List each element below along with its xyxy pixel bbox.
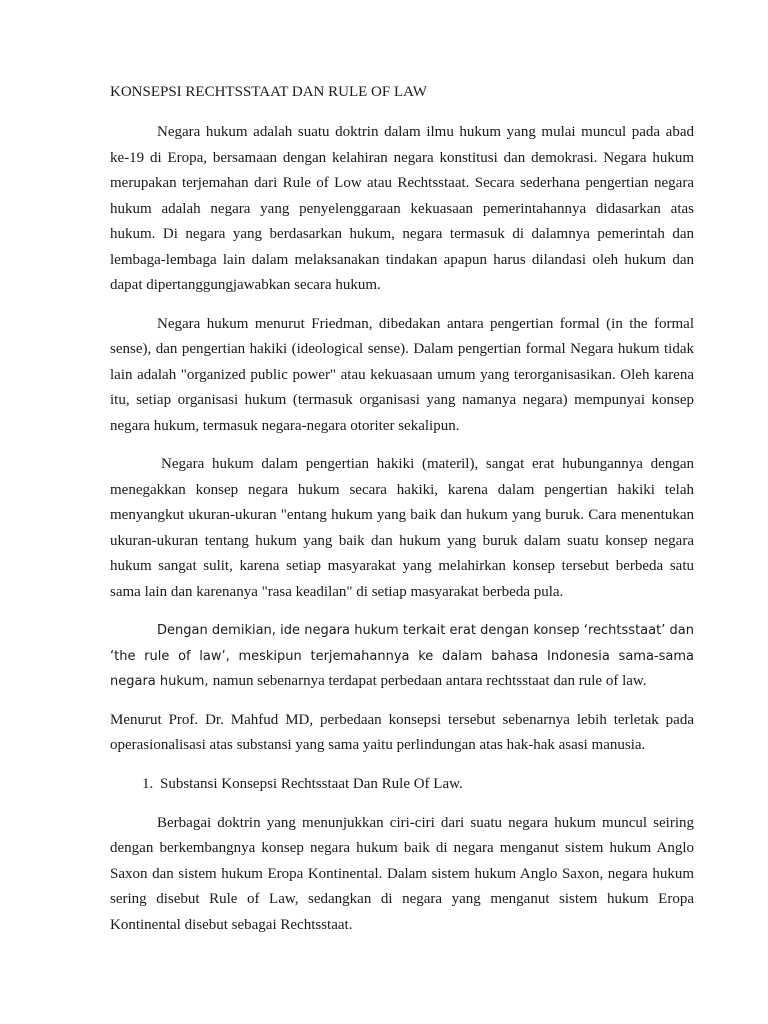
numbered-list bbox=[110, 772, 694, 797]
document-page bbox=[110, 82, 694, 938]
paragraph-4 bbox=[110, 618, 694, 695]
paragraph-2: Negara hukum menurut Friedman, dibedakan antara pengertian formal (in the formal sense), dan pengertian hakiki (ideological sense). Dalam pengertian formal Negara hukum tidak lain adalah "organized public power" atau kekuasaan umum yang terorganisasikan. Oleh karena itu, setiap organisasi hukum (termasuk organisasi yang namanya negara) mempunyai konsep negara hukum, termasuk negara-negara otoriter sekalipun. bbox=[110, 315, 694, 434]
paragraph-5: Menurut Prof. Dr. Mahfud MD, perbedaan konsepsi tersebut sebenarnya lebih terletak pada operasionalisasi atas substansi yang sama yaitu perlindungan atas hak-hak asasi manusia. bbox=[110, 711, 694, 753]
document-title: KONSEPSI RECHTSSTAAT DAN RULE OF LAW bbox=[110, 84, 427, 100]
paragraph-4-continuation: namun sebenarnya terdapat perbedaan antara rechtsstaat dan rule of law. bbox=[212, 673, 647, 689]
list-item: 1. Substansi Konsepsi Rechtsstaat Dan Rule Of Law. bbox=[157, 772, 694, 797]
paragraph-1: Negara hukum adalah suatu doktrin dalam ilmu hukum yang mulai muncul pada abad ke-19 di Eropa, bersamaan dengan kelahiran negara konstitusi dan demokrasi. Negara hukum merupakan terjemahan dari Rule of Low atau Rechtsstaat. Secara sederhana pengertian negara hukum adalah negara yang penyelenggaraan kekuasaan pemerintahannya didasarkan atas hukum. Di negara yang berdasarkan hukum, negara termasuk di dalamnya pemerintah dan lembaga-lembaga lain dalam melaksanakan tindakan apapun harus dilandasi oleh hukum dan dapat dipertanggungjawabkan secara hukum. bbox=[110, 124, 694, 293]
paragraph-3: Negara hukum dalam pengertian hakiki (materil), sangat erat hubungannya dengan menegakkan konsep negara hukum secara hakiki, karena dalam pengertian hakiki telah menyangkut ukuran-ukuran "entang hukum yang baik dan hukum yang buruk. Cara menentukan ukuran-ukuran tentang hukum yang baik dan hukum yang buruk dalam suatu konsep negara hukum sangat sulit, karena setiap masyarakat yang melahirkan konsep tersebut berbeda satu sama lain dan karenanya "rasa keadilan" di setiap masyarakat berbeda pula. bbox=[110, 456, 694, 600]
paragraph-6: Berbagai doktrin yang menunjukkan ciri-ciri dari suatu negara hukum muncul seiring dengan berkembangnya konsep negara hukum baik di negara menganut sistem hukum Anglo Saxon dan sistem hukum Eropa Kontinental. Dalam sistem hukum Anglo Saxon, negara hukum sering disebut Rule of Law, sedangkan di negara yang menganut sistem hukum Eropa Kontinental disebut sebagai Rechtsstaat. bbox=[110, 814, 694, 933]
paragraph-4-text: Dengan demikian, ide negara hukum terkait erat dengan konsep ‘rechtsstaat’ dan ‘the rule of law’, meskipun terjemahannya ke dalam bahasa Indonesia sama-sama negara hukum, bbox=[110, 623, 694, 689]
